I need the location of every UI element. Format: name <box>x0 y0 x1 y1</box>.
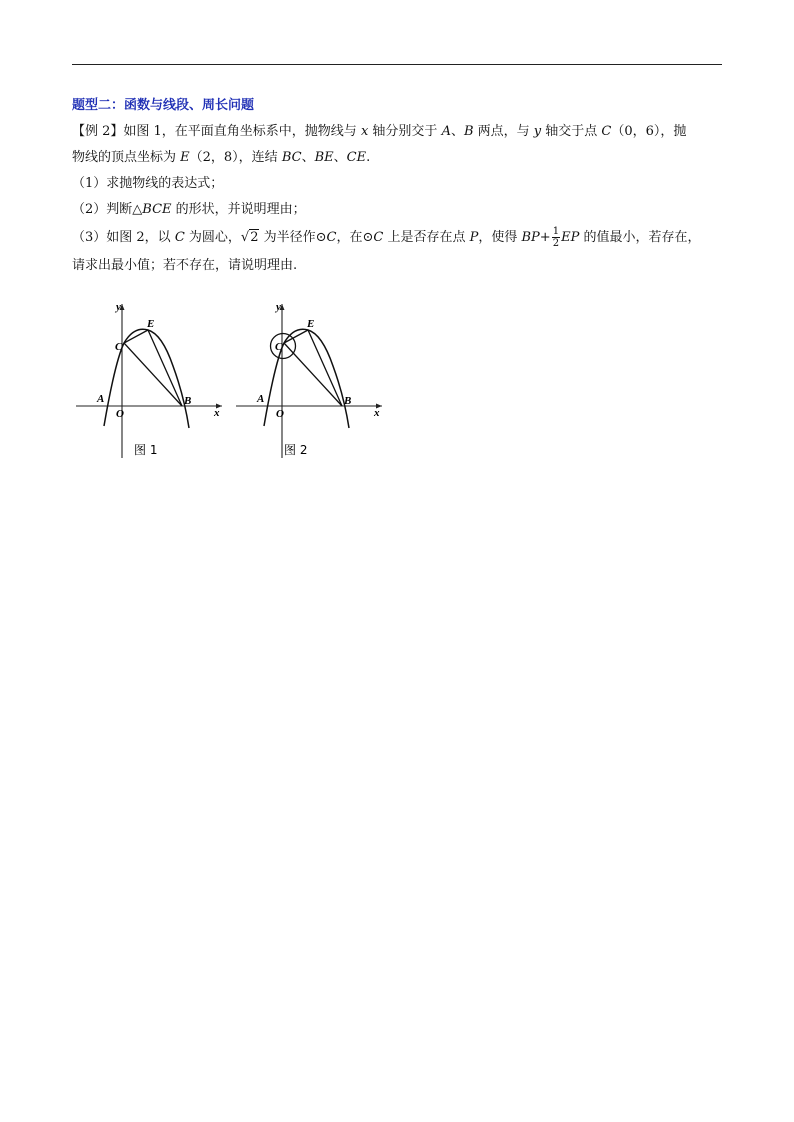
header-rule <box>72 64 722 65</box>
example-line-2: 物线的顶点坐标为 E（2，8），连结 BC、BE、CE. <box>72 150 371 165</box>
label-y: y <box>116 301 121 313</box>
section-title: 题型二：函数与线段、周长问题 <box>72 98 255 113</box>
segment-bc <box>284 343 342 406</box>
caption-figure-2: 图 2 <box>284 443 308 457</box>
segment-ce <box>284 330 308 343</box>
problem-content <box>72 94 724 279</box>
label-b: B <box>344 395 352 407</box>
label-c: C <box>275 341 283 353</box>
label-o: O <box>276 408 284 420</box>
fraction-half: $\frac{1}{2}$ <box>552 226 560 249</box>
figure-2 <box>236 301 382 458</box>
caption-figure-1: 图 1 <box>134 443 158 457</box>
figure-1 <box>76 301 222 458</box>
figures-svg <box>72 296 392 466</box>
label-c: C <box>115 341 123 353</box>
label-y: y <box>276 301 281 313</box>
segment-ce <box>124 330 148 343</box>
question-2: （2）判断△BCE 的形状，并说明理由； <box>72 202 306 217</box>
label-e: E <box>147 318 155 330</box>
question-1: （1）求抛物线的表达式； <box>72 176 224 191</box>
label-o: O <box>116 408 124 420</box>
label-a: A <box>97 393 105 405</box>
example-tag: 【例 2】 <box>72 124 124 139</box>
label-b: B <box>184 395 192 407</box>
label-a: A <box>257 393 265 405</box>
figures <box>72 296 392 466</box>
segment-bc <box>124 343 182 406</box>
label-x: x <box>214 407 220 419</box>
segment-be <box>308 330 342 406</box>
label-x: x <box>374 407 380 419</box>
label-e: E <box>307 318 315 330</box>
segment-be <box>148 330 182 406</box>
sqrt-symbol: √2 <box>240 230 259 245</box>
question-3-line-1: （3）如图 2，以 C 为圆心，√2 为半径作⊙C，在⊙C 上是否存在点 P，使得 BP+ $\frac{1}{2}$ EP 的值最小，若存在， <box>72 223 724 253</box>
question-3-line-2: 请求出最小值；若不存在，请说明理由. <box>72 258 298 273</box>
example-line-1: 【例 2】如图 1，在平面直角坐标系中，抛物线与 x 轴分别交于 A、B 两点，与 y 轴交于点 C（0，6），抛 <box>72 124 687 139</box>
